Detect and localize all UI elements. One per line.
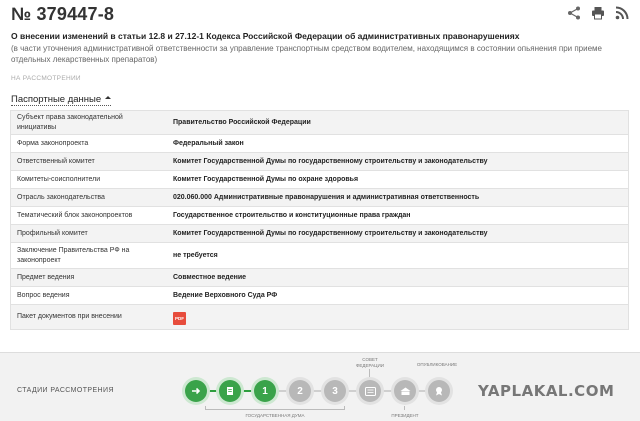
stage-federation-council[interactable]	[359, 380, 381, 402]
row-label: Профильный комитет	[17, 229, 88, 237]
row-value: Ведение Верховного Суда РФ	[173, 291, 278, 299]
table-row	[11, 243, 628, 269]
table-row	[11, 135, 628, 153]
row-label: Форма законопроекта	[17, 139, 89, 147]
caption-publication: ОПУБЛИКОВАНИЕ	[416, 362, 458, 367]
row-label: Субъект права законодательной инициативы	[17, 114, 123, 131]
passport-toggle[interactable]	[11, 94, 111, 106]
table-row	[11, 189, 628, 207]
table-row	[11, 111, 628, 135]
print-icon[interactable]	[591, 6, 605, 20]
arrow-right-icon	[191, 386, 201, 396]
row-value: Комитет Государственной Думы по государственному строительству и законодательству	[173, 157, 488, 165]
table-row	[11, 287, 628, 305]
president-icon	[400, 387, 411, 396]
stage-introduction[interactable]	[185, 380, 207, 402]
stage-reading-2[interactable]: 2	[289, 380, 311, 402]
row-value: Государственное строительство и конституционные права граждан	[173, 211, 411, 219]
row-value: 020.060.000 Административные правонарушения и административная ответственность	[173, 193, 480, 201]
share-icon[interactable]	[567, 6, 581, 20]
row-label: Предмет ведения	[17, 273, 75, 281]
pdf-icon[interactable]: PDF	[173, 312, 186, 325]
row-value: Комитет Государственной Думы по охране здоровья	[173, 175, 359, 183]
row-label: Пакет документов при внесении	[17, 313, 122, 321]
row-label: Тематический блок законопроектов	[17, 211, 133, 219]
stage-reading-1[interactable]: 1	[254, 380, 276, 402]
rss-icon[interactable]	[615, 6, 629, 20]
status-badge: НА РАССМОТРЕНИИ	[11, 75, 81, 82]
table-row	[11, 305, 628, 329]
stage-president[interactable]	[394, 380, 416, 402]
header-actions	[567, 6, 629, 20]
row-value: не требуется	[173, 251, 218, 259]
stages-label: СТАДИИ РАССМОТРЕНИЯ	[17, 387, 114, 394]
row-label: Комитеты-соисполнители	[17, 175, 101, 183]
watermark: YAPLAKAL.COM	[478, 382, 615, 400]
passport-table	[10, 110, 629, 330]
caption-council: СОВЕТ ФЕДЕРАЦИИ	[356, 357, 384, 368]
duma-bracket	[205, 406, 345, 410]
bill-title: О внесении изменений в статьи 12.8 и 27.12-1 Кодекса Российской Федерации об административных правонарушениях	[11, 31, 520, 41]
row-label: Отрасль законодательства	[17, 193, 105, 201]
row-value: Федеральный закон	[173, 139, 244, 147]
row-value: Правительство Российской Федерации	[173, 118, 311, 126]
document-icon	[225, 386, 235, 396]
bill-header	[11, 4, 629, 28]
publication-icon	[434, 386, 444, 396]
stage-reading-3[interactable]: 3	[324, 380, 346, 402]
caption-president: ПРЕЗИДЕНТ	[391, 413, 419, 418]
passport-toggle-label: Паспортные данные	[11, 94, 102, 105]
row-value: Комитет Государственной Думы по государственному строительству и законодательству	[173, 229, 488, 237]
row-label: Ответственный комитет	[17, 157, 95, 165]
bill-number: № 379447-8	[11, 4, 115, 24]
row-value	[169, 311, 628, 324]
stage-preliminary[interactable]	[219, 380, 241, 402]
president-tick	[404, 406, 405, 410]
bill-subtitle: (в части уточнения административной ответственности за управление транспортным средством водителем, находящимся в состоянии опьянения при приеме отдельных лекарственных препаратов)	[11, 44, 602, 64]
table-row	[11, 269, 628, 287]
row-value: Совместное ведение	[173, 273, 247, 281]
stage-publication[interactable]	[428, 380, 450, 402]
table-row	[11, 171, 628, 189]
council-icon	[365, 387, 376, 396]
table-row	[11, 207, 628, 225]
caption-council-tick	[369, 369, 370, 377]
table-row	[11, 225, 628, 243]
table-row	[11, 153, 628, 171]
row-label: Вопрос ведения	[17, 291, 70, 299]
row-label: Заключение Правительства РФ на законопроект	[17, 247, 130, 264]
caret-up-icon	[105, 96, 111, 99]
caption-duma: ГОСУДАРСТВЕННАЯ ДУМА	[245, 413, 305, 418]
